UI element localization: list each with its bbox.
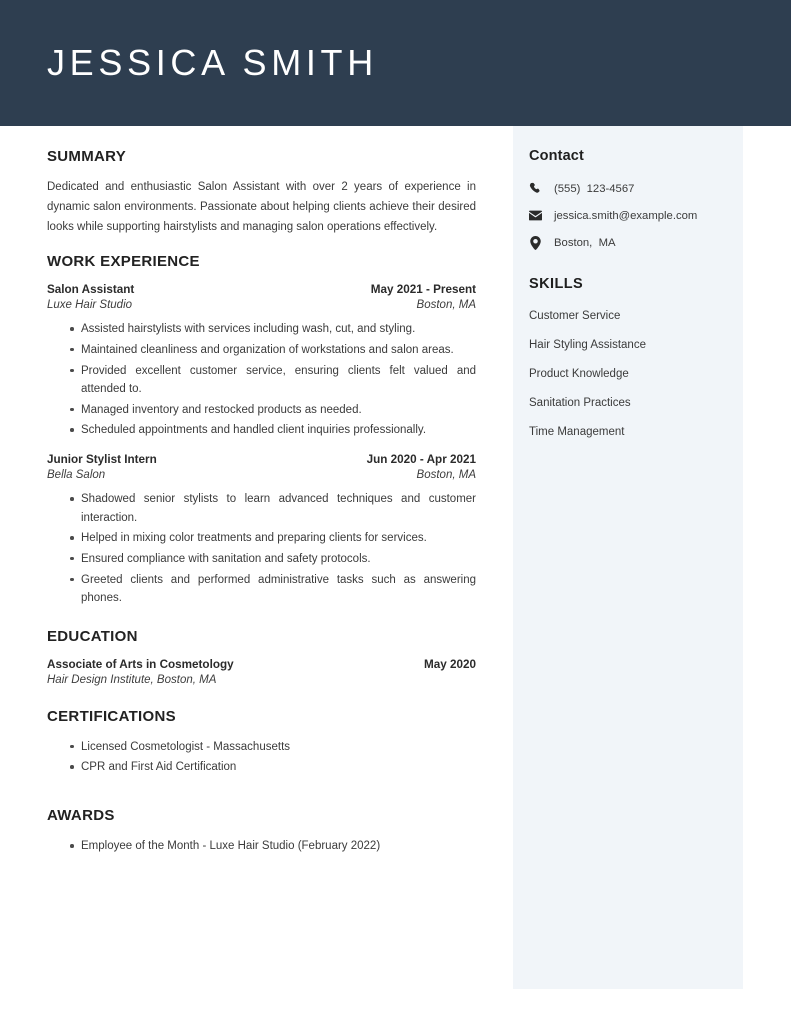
job-title: Salon Assistant [47,283,135,297]
job-bullet-list [47,490,476,608]
certification-item: Licensed Cosmetologist - Massachusetts [70,738,476,757]
award-item: Employee of the Month - Luxe Hair Studio (February 2022) [70,837,476,856]
job-date: Jun 2020 - Apr 2021 [366,453,476,467]
job-date: May 2021 - Present [370,283,476,297]
job-title: Junior Stylist Intern [47,453,157,467]
candidate-name: JESSICA SMITH [47,42,378,83]
skill-item: Sanitation Practices [529,397,631,409]
certification-list [47,738,476,777]
work-entry [47,283,476,440]
job-company: Luxe Hair Studio [47,299,133,312]
contact-phone[interactable] [529,182,727,195]
location-text: Boston, MA [554,237,616,249]
main-column [0,126,513,872]
skill-item: Hair Styling Assistance [529,339,646,351]
work-entry [47,453,476,608]
section-summary [47,148,476,237]
education-entry [47,658,476,686]
skill-item: Customer Service [529,310,621,322]
section-title-awards: AWARDS [47,807,115,825]
work-entry-subheader [47,469,476,481]
degree-date: May 2020 [424,657,476,671]
sidebar-title-contact: Contact [529,148,584,164]
work-entry-subheader [47,299,476,311]
section-awards [47,807,476,856]
section-title-summary: SUMMARY [47,148,127,165]
sidebar-title-skills: SKILLS [529,276,584,292]
education-entry-header [47,658,476,671]
skill-item: Time Management [529,426,625,438]
job-company: Bella Salon [47,469,106,482]
resume-header-banner [0,0,791,126]
sidebar-skills-group [529,276,727,438]
job-bullet: Managed inventory and restocked products as needed. [70,401,476,420]
section-work-experience [47,253,476,608]
job-location: Boston, MA [416,299,476,312]
job-bullet-list [47,320,476,440]
degree-title: Associate of Arts in Cosmetology [47,657,234,671]
section-title-certifications: CERTIFICATIONS [47,707,176,725]
sidebar-column [513,126,743,989]
job-location: Boston, MA [416,469,476,482]
job-bullet: Provided excellent customer service, ensuring clients felt valued and attended to. [70,362,476,399]
phone-icon [529,182,542,195]
phone-number: (555) 123-4567 [554,182,635,195]
job-bullet: Scheduled appointments and handled client inquiries professionally. [70,421,476,440]
contact-email[interactable] [529,209,727,222]
work-entry-header [47,283,476,296]
job-bullet: Assisted hairstylists with services including wash, cut, and styling. [70,320,476,339]
section-title-education: EDUCATION [47,627,138,645]
certification-item: CPR and First Aid Certification [70,758,476,777]
section-certifications [47,708,476,777]
award-list [47,837,476,856]
contact-location[interactable] [529,236,727,250]
summary-text: Dedicated and enthusiastic Salon Assistant with over 2 years of experience in dynamic salon environments. Passionate about helping clients achieve their desired looks while supporting hairstylists and managing salon operations effectively. [47,181,476,233]
job-bullet: Shadowed senior stylists to learn advanced techniques and customer interaction. [70,490,476,527]
map-pin-icon [529,236,542,250]
education-entry-subheader [47,674,476,686]
resume-body [0,126,791,1024]
job-bullet: Greeted clients and performed administrative tasks such as answering phones. [70,571,476,608]
job-bullet: Ensured compliance with sanitation and safety protocols. [70,550,476,569]
job-bullet: Maintained cleanliness and organization of workstations and salon areas. [70,341,476,360]
job-bullet: Helped in mixing color treatments and preparing clients for services. [70,529,476,548]
email-address: jessica.smith@example.com [554,209,698,222]
work-entry-header [47,453,476,466]
section-title-work-experience: WORK EXPERIENCE [47,253,200,271]
section-education [47,628,476,686]
envelope-icon [529,209,542,222]
school-name: Hair Design Institute, Boston, MA [47,673,217,686]
skill-item: Product Knowledge [529,368,629,380]
sidebar-contact-group [529,148,727,250]
